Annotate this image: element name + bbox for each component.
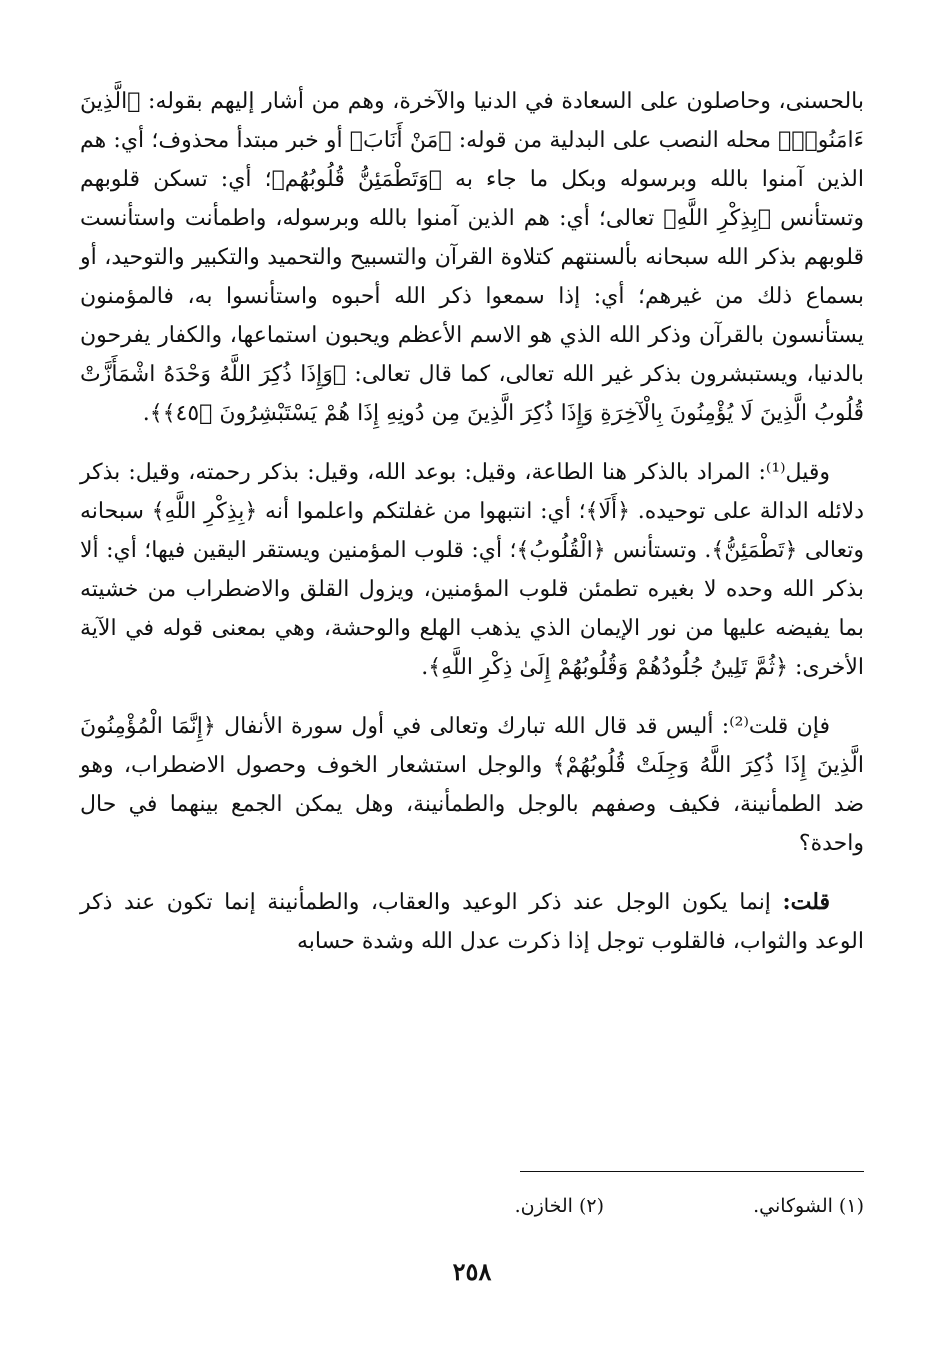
paragraph-2: وقيل⁽¹⁾: المراد بالذكر هنا الطاعة، وقيل: بوعد الله، وقيل: بذكر رحمته، وقيل: بذكر دلائله الدالة على توحيده. ﴿أَلَا﴾؛ أي: انتبهوا من غفلتكم واعلموا أنه ﴿بِذِكْرِ اللَّهِ﴾ سبحانه وتعالى ﴿تَطْمَئِنُّ﴾. وتستأنس ﴿الْقُلُوبُ﴾؛ أي: قلوب المؤمنين ويستقر اليقين فيها؛ أي: ألا بذكر الله وحده لا بغيره تطمئن قلوب المؤمنين، ويزول القلق والاضطراب من خشيته بما يفيضه عليها من نور الإيمان الذي يذهب الهلع والوحشة، وهي بمعنى قوله في الآية الأخرى: ﴿ثُمَّ تَلِينُ جُلُودُهُمْ وَقُلُوبُهُمْ إِلَىٰ ذِكْرِ اللَّهِ﴾. [80,460,864,680]
paragraph-1: بالحسنى، وحاصلون على السعادة في الدنيا والآخرة، وهم من أشار إليهم بقوله: ﴿الَّذِينَ ءَامَنُوا۟﴾ محله النصب على البدلية من قوله: ﴿مَنْ أَنَابَ﴾ أو خبر مبتدأ محذوف؛ أي: هم الذين آمنوا بالله وبرسوله وبكل ما جاء به ﴿وَتَطْمَئِنُّ قُلُوبُهُم﴾؛ أي: تسكن قلوبهم وتستأنس ﴿بِذِكْرِ اللَّهِ﴾ تعالى؛ أي: هم الذين آمنوا بالله وبرسوله، واطمأنت واستأنست قلوبهم بذكر الله سبحانه بألسنتهم كتلاوة القرآن والتسبيح والتحميد والتكبير والتوحيد، أو بسماع ذلك من غيرهم؛ أي: إذا سمعوا ذكر الله أحبوه واستأنسوا به، فالمؤمنون يستأنسون بالقرآن وذكر الله الذي هو الاسم الأعظم ويحبون استماعها، والكفار يفرحون بالدنيا، ويستبشرون بذكر غير الله تعالى، كما قال تعالى: ﴿وَإِذَا ذُكِرَ اللَّهُ وَحْدَهُ اشْمَأَزَّتْ قُلُوبُ الَّذِينَ لَا يُؤْمِنُونَ بِالْآخِرَةِ وَإِذَا ذُكِرَ الَّذِينَ مِن دُونِهِ إِذَا هُمْ يَسْتَبْشِرُونَ ﴿٤٥﴾﴾. [80,89,864,426]
paragraph-gap [80,687,864,707]
answer-text: إنما يكون الوجل عند ذكر الوعيد والعقاب، والطمأنينة إنما تكون عند ذكر الوعد والثواب، فالقلوب توجل إذا ذكرت عدل الله وشدة حسابه [80,890,864,954]
paragraph-3: فإن قلت⁽²⁾: أليس قد قال الله تبارك وتعالى في أول سورة الأنفال ﴿إِنَّمَا الْمُؤْمِنُونَ الَّذِينَ إِذَا ذُكِرَ اللَّهُ وَجِلَتْ قُلُوبُهُمْ﴾ والوجل استشعار الخوف وحصول الاضطراب، وهو ضد الطمأنينة، فكيف وصفهم بالوجل والطمأنينة، وهل يمكن الجمع بينهما في حال واحدة؟ [80,714,864,856]
paragraph-4 [80,883,864,961]
paragraph-gap [80,433,864,453]
page-body [80,82,864,961]
footnote-2: (٢) الخازن. [514,1195,604,1217]
answer-lead: قلت: [782,889,830,915]
paragraph-gap [80,863,864,883]
footnote-separator [520,1171,864,1172]
page-number: ٢٥٨ [452,1257,492,1286]
footnote-1: (١) الشوكاني. [753,1195,864,1217]
